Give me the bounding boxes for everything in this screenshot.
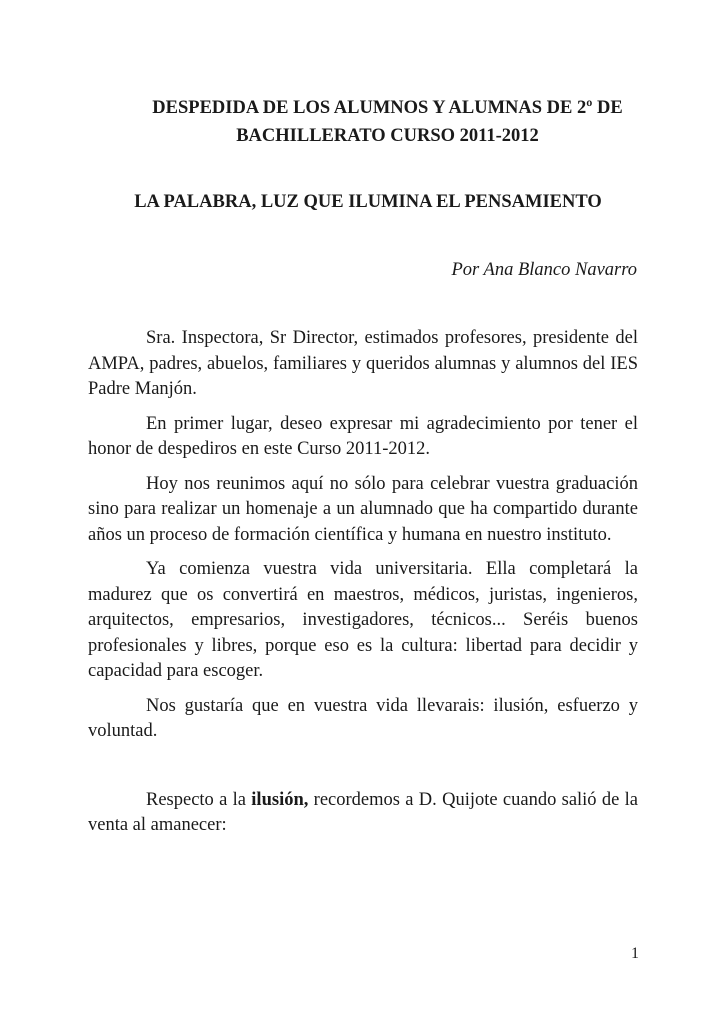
document-title-line-2: BACHILLERATO CURSO 2011-2012 bbox=[236, 126, 539, 146]
paragraph-greeting: Sra. Inspectora, Sr Director, estimados profesores, presidente del AMPA, padres, abuelos, familiares y queridos alumnas y alumnos del IES Padre Manjón. bbox=[88, 328, 638, 399]
paragraph-values: Nos gustaría que en vuestra vida llevarais: ilusión, esfuerzo y voluntad. bbox=[88, 695, 638, 741]
author-byline: Por Ana Blanco Navarro bbox=[451, 260, 637, 280]
paragraph-illusion bbox=[88, 788, 638, 839]
speech-body bbox=[88, 326, 638, 848]
paragraph-gratitude: En primer lugar, deseo expresar mi agradecimiento por tener el honor de despediros en este Curso 2011-2012. bbox=[88, 413, 638, 459]
paragraph-homage: Hoy nos reunimos aquí no sólo para celebrar vuestra graduación sino para realizar un homenaje a un alumnado que ha compartido durante años un proceso de formación científica y humana en nuestro instituto. bbox=[88, 473, 638, 545]
paragraph-illusion-after: recordemos a D. Quijote cuando salió de la venta al amanecer: bbox=[88, 789, 638, 835]
document-title-line-1: DESPEDIDA DE LOS ALUMNOS Y ALUMNAS DE 2º DE bbox=[152, 98, 623, 118]
paragraph-illusion-bold: ilusión, bbox=[251, 789, 309, 810]
document-subtitle: LA PALABRA, LUZ QUE ILUMINA EL PENSAMIENTO bbox=[134, 192, 602, 212]
page-number: 1 bbox=[631, 945, 639, 962]
paragraph-university: Ya comienza vuestra vida universitaria. Ella completará la madurez que os convertirá en maestros, médicos, juristas, ingenieros, arquitectos, empresarios, investigadores, técnicos... Seréis buenos profesionales y libres, porque eso es la cultura: libertad para decidir y capacidad para escoger. bbox=[88, 559, 638, 681]
paragraph-illusion-before: Respecto a la bbox=[146, 789, 252, 810]
